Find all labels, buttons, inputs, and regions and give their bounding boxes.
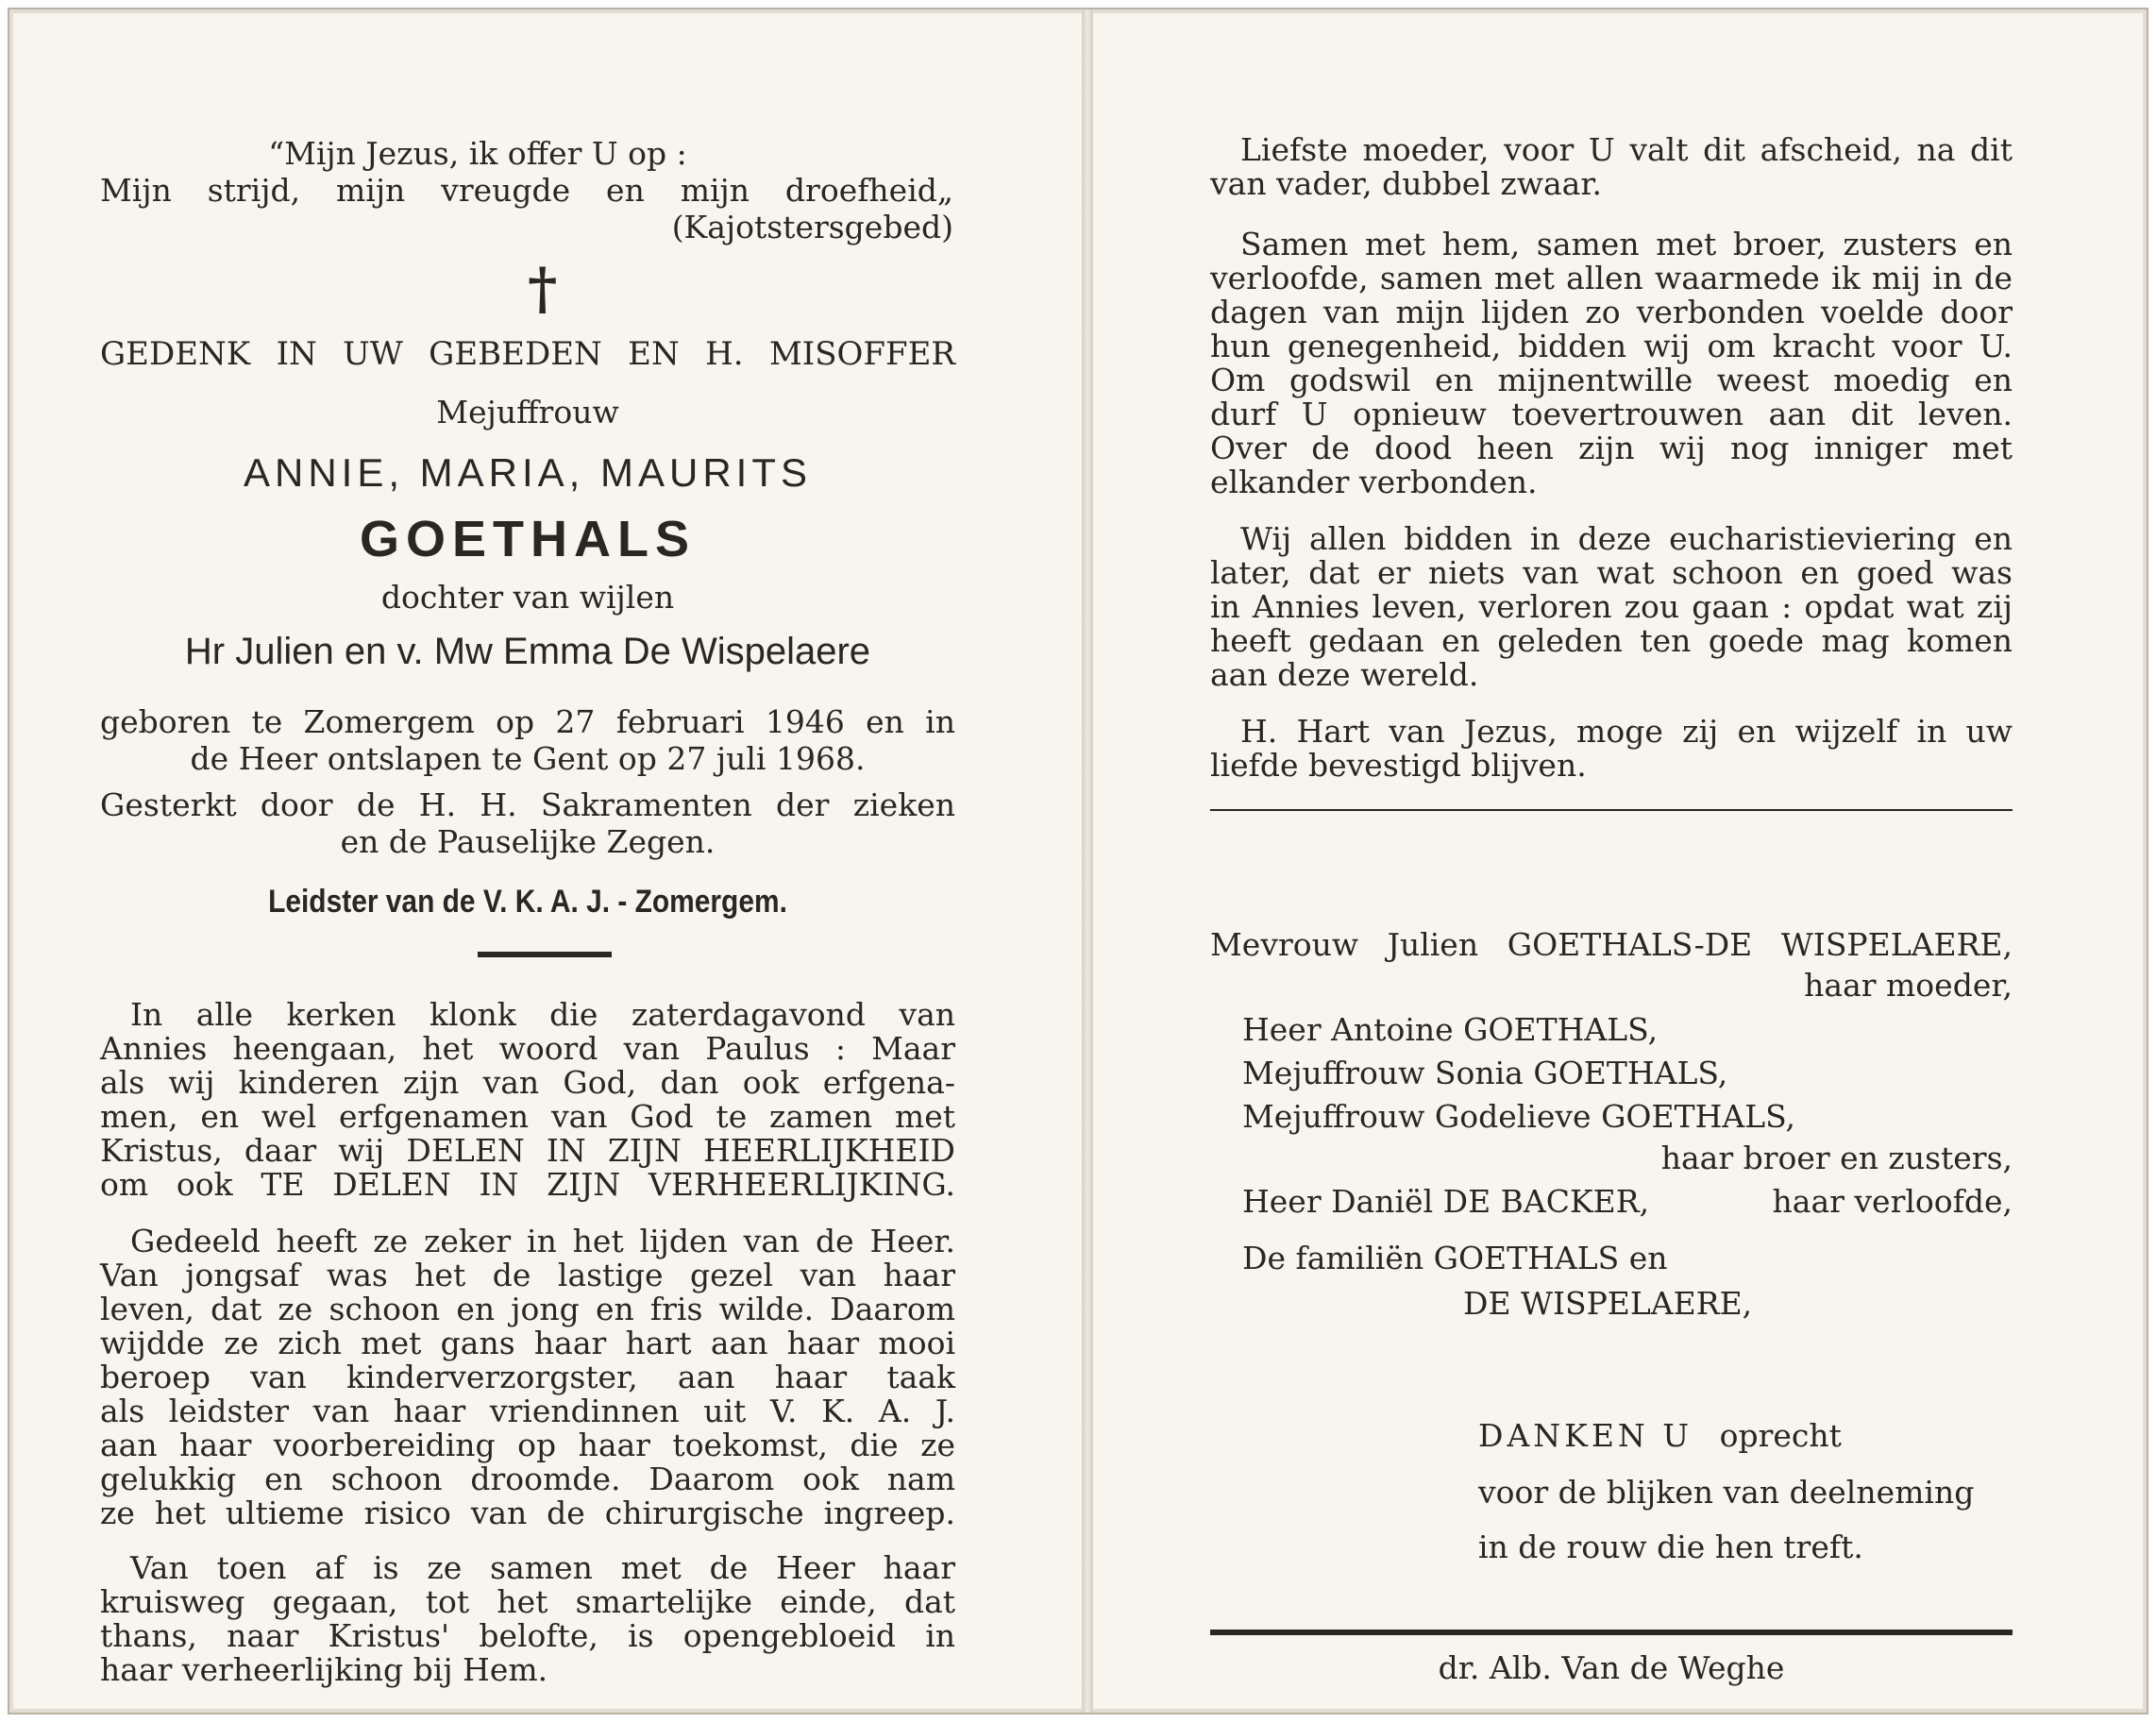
text-line: elkander verbonden. [1210, 464, 1538, 500]
text-line: kruisweg gegaan, tot het smartelijke einde, dat [100, 1583, 955, 1620]
paragraph [100, 1225, 955, 1529]
thanks-line: in de rouw die hen treft. [1478, 1529, 1863, 1565]
daughter-of: dochter van wijlen [380, 579, 675, 616]
fiance-name: Heer Daniël DE BACKER, [1242, 1183, 1650, 1220]
given-names: ANNIE, MARIA, MAURITS [243, 450, 813, 495]
text-line: dagen van mijn lijden zo verbonden voelde door [1210, 294, 2013, 330]
family-mother [1210, 926, 2013, 1004]
text-line: later, dat er niets van wat schoon en goed was [1210, 554, 2013, 591]
text-line: men, en wel erfgenamen van God te zamen met [100, 1098, 955, 1135]
paragraph [100, 996, 955, 1203]
heading: GEDENK IN UW GEBEDEN EN H. MISOFFER [100, 335, 955, 373]
text-line: haar verheerlijking bij Hem. [100, 1651, 548, 1688]
text-line: wijdde ze zich met gans haar hart aan haar mooi [100, 1325, 955, 1361]
printer-credit: dr. Alb. Van de Weghe [1438, 1649, 1785, 1686]
surname: GOETHALS [359, 511, 696, 567]
prayer-source: (Kajotstersgebed) [671, 209, 953, 245]
text-line: Van jongsaf was het de lastige gezel van haar [100, 1257, 955, 1293]
role: Leidster van de V. K. A. J. - Zomergem. [268, 884, 787, 920]
birth-death-line: de Heer ontslapen te Gent op 27 juli 1968. [190, 740, 866, 777]
text-line: liefde bevestigd blijven. [1210, 747, 1587, 784]
prayer-quote [100, 135, 953, 245]
cross-icon: † [528, 256, 558, 322]
thanks-caps: DANKEN U [1478, 1417, 1693, 1454]
text-line: Kristus, daar wij DELEN IN ZIJN HEERLIJKHEID [100, 1132, 955, 1169]
divider [1210, 1630, 2013, 1635]
text-line: als leidster van haar vriendinnen uit V. K. A. J. [100, 1393, 955, 1429]
text-line: Liefste moeder, voor U valt dit afscheid, na dit [1240, 131, 2013, 168]
text-line: leven, dat ze schoon en jong en fris wilde. Daarom [100, 1291, 955, 1327]
paragraph [1210, 228, 2013, 498]
prayer-line: Mijn strijd, mijn vreugde en mijn droefheid„ [100, 172, 953, 209]
paragraph [100, 1549, 955, 1688]
birth-death-line: geboren te Zomergem op 27 februari 1946 en in [100, 703, 955, 740]
paragraph [1210, 520, 2013, 693]
mother-name: Mevrouw Julien GOETHALS-DE WISPELAERE, [1210, 926, 2013, 963]
sacraments [100, 786, 955, 860]
text-line: in Annies leven, verloren zou gaan : opdat wat zij [1210, 588, 2013, 625]
text-line: als wij kinderen zijn van God, dan ook erfgena- [100, 1064, 955, 1101]
text-line: In alle kerken klonk die zaterdagavond van [130, 996, 955, 1033]
paragraph [1210, 131, 2013, 202]
card-fold [1082, 9, 1093, 1713]
families-line: DE WISPELAERE, [1463, 1285, 1753, 1322]
right-page [1093, 13, 2143, 1709]
text-line: Over de dood heen zijn wij nog inniger met [1210, 430, 2013, 466]
sacraments-line: en de Pauselijke Zegen. [340, 823, 716, 860]
divider [478, 952, 612, 957]
divider [1210, 809, 2013, 811]
text-line: Annies heengaan, het woord van Paulus : Maar [100, 1030, 955, 1067]
sibling-name: Mejuffrouw Sonia GOETHALS, [1242, 1055, 1728, 1091]
thanks-line: voor de blijken van deelneming [1478, 1474, 1975, 1511]
sibling-name: Heer Antoine GOETHALS, [1242, 1011, 1659, 1048]
text-line: beroep van kinderverzorgster, aan haar taak [100, 1359, 955, 1395]
text-line: aan deze wereld. [1210, 656, 1479, 693]
left-page [13, 13, 1084, 1709]
prayer-line: “Mijn Jezus, ik offer U op : [268, 135, 687, 172]
families-line: De familiën GOETHALS en [1242, 1240, 1668, 1276]
thanks-line [1478, 1417, 1842, 1454]
memorial-card [8, 8, 2148, 1715]
paragraph [1210, 713, 2013, 784]
text-line: heeft gedaan en geleden ten goede mag komen [1210, 622, 2013, 659]
text-line: hun genegenheid, bidden wij om kracht voor U. [1210, 328, 2013, 364]
thanks-rest: oprecht [1719, 1417, 1842, 1454]
honorific: Mejuffrouw [436, 394, 619, 431]
text-line: ze het ultieme risico van de chirurgische ingreep. [100, 1495, 955, 1531]
fiance-relation: haar verloofde, [1772, 1183, 2013, 1220]
text-line: gelukkig en schoon droomde. Daarom ook nam [100, 1461, 955, 1497]
sacraments-line: Gesterkt door de H. H. Sakramenten der zieken [100, 786, 955, 823]
siblings-relation: haar broer en zusters, [1660, 1140, 2013, 1176]
sibling-name: Mejuffrouw Godelieve GOETHALS, [1242, 1098, 1796, 1135]
text-line: Samen met hem, samen met broer, zusters en [1240, 226, 2013, 262]
text-line: H. Hart van Jezus, moge zij en wijzelf in uw [1240, 713, 2013, 750]
birth-death [100, 703, 955, 777]
text-line: Om godswil en mijnentwille weest moedig en [1210, 362, 2013, 398]
parents: Hr Julien en v. Mw Emma De Wispelaere [184, 631, 871, 672]
text-line: om ook TE DELEN IN ZIJN VERHEERLIJKING. [100, 1166, 955, 1203]
text-line: Gedeeld heeft ze zeker in het lijden van de Heer. [130, 1223, 955, 1259]
text-line: aan haar voorbereiding op haar toekomst, die ze [100, 1427, 955, 1463]
text-line: Van toen af is ze samen met de Heer haar [130, 1549, 955, 1586]
text-line: thans, naar Kristus' belofte, is opengebloeid in [100, 1617, 955, 1654]
mother-relation: haar moeder, [1804, 967, 2013, 1004]
text-line: van vader, dubbel zwaar. [1210, 165, 1602, 202]
text-line: Wij allen bidden in deze eucharistieviering en [1240, 520, 2013, 557]
text-line: verloofde, samen met allen waarmede ik mij in de [1210, 260, 2013, 296]
text-line: durf U opnieuw toevertrouwen aan dit leven. [1210, 396, 2013, 432]
